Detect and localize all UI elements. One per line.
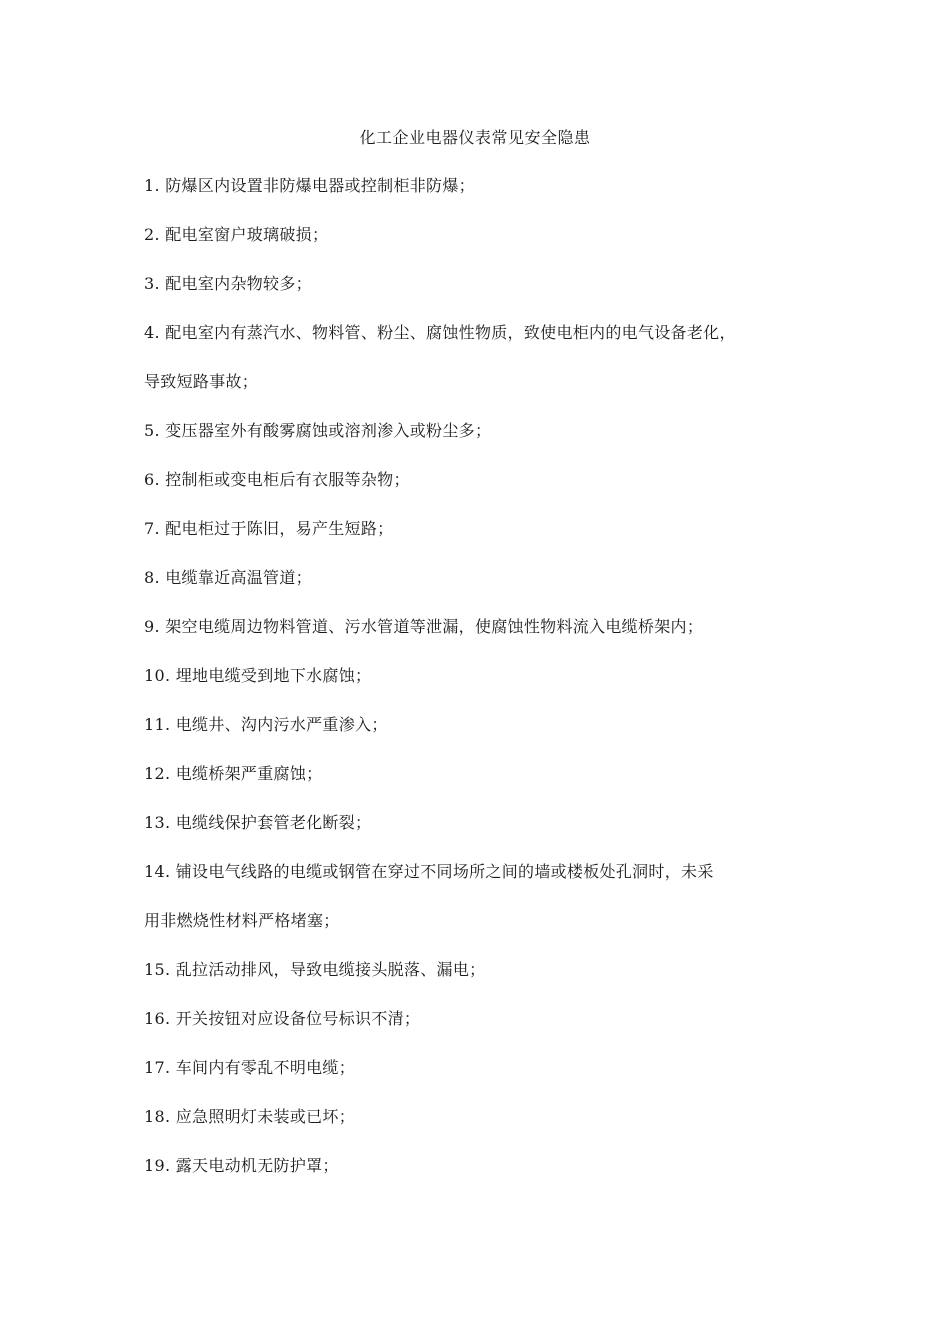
list-item: 16. 开关按钮对应设备位号标识不清；	[144, 1009, 421, 1028]
hazard-list	[144, 174, 824, 1203]
list-item: 9. 架空电缆周边物料管道、污水管道等泄漏，使腐蚀性物料流入电缆桥架内；	[144, 617, 704, 636]
list-item: 4. 配电室内有蒸汽水、物料管、粉尘、腐蚀性物质，致使电柜内的电气设备老化，	[144, 323, 736, 342]
list-item-continuation: 用非燃烧性材料严格堵塞；	[144, 911, 340, 930]
list-item: 1. 防爆区内设置非防爆电器或控制柜非防爆；	[144, 176, 475, 195]
list-item: 13. 电缆线保护套管老化断裂；	[144, 813, 372, 832]
list-item: 14. 铺设电气线路的电缆或钢管在穿过不同场所之间的墙或楼板处孔洞时，未采	[144, 862, 714, 881]
list-item-continuation: 导致短路事故；	[144, 372, 259, 391]
list-item: 6. 控制柜或变电柜后有衣服等杂物；	[144, 470, 410, 489]
list-item: 7. 配电柜过于陈旧，易产生短路；	[144, 519, 394, 538]
list-item: 17. 车间内有零乱不明电缆；	[144, 1058, 356, 1077]
list-item: 12. 电缆桥架严重腐蚀；	[144, 764, 323, 783]
list-item: 5. 变压器室外有酸雾腐蚀或溶剂渗入或粉尘多；	[144, 421, 492, 440]
list-item: 18. 应急照明灯未装或已坏；	[144, 1107, 356, 1126]
list-item: 15. 乱拉活动排风，导致电缆接头脱落、漏电；	[144, 960, 486, 979]
list-item: 3. 配电室内杂物较多；	[144, 274, 312, 293]
list-item: 10. 埋地电缆受到地下水腐蚀；	[144, 666, 372, 685]
list-item: 8. 电缆靠近高温管道；	[144, 568, 312, 587]
list-item: 2. 配电室窗户玻璃破损；	[144, 225, 329, 244]
document-title: 化工企业电器仪表常见安全隐患	[359, 128, 591, 147]
list-item: 11. 电缆井、沟内污水严重渗入；	[144, 715, 388, 734]
list-item: 19. 露天电动机无防护罩；	[144, 1156, 339, 1175]
